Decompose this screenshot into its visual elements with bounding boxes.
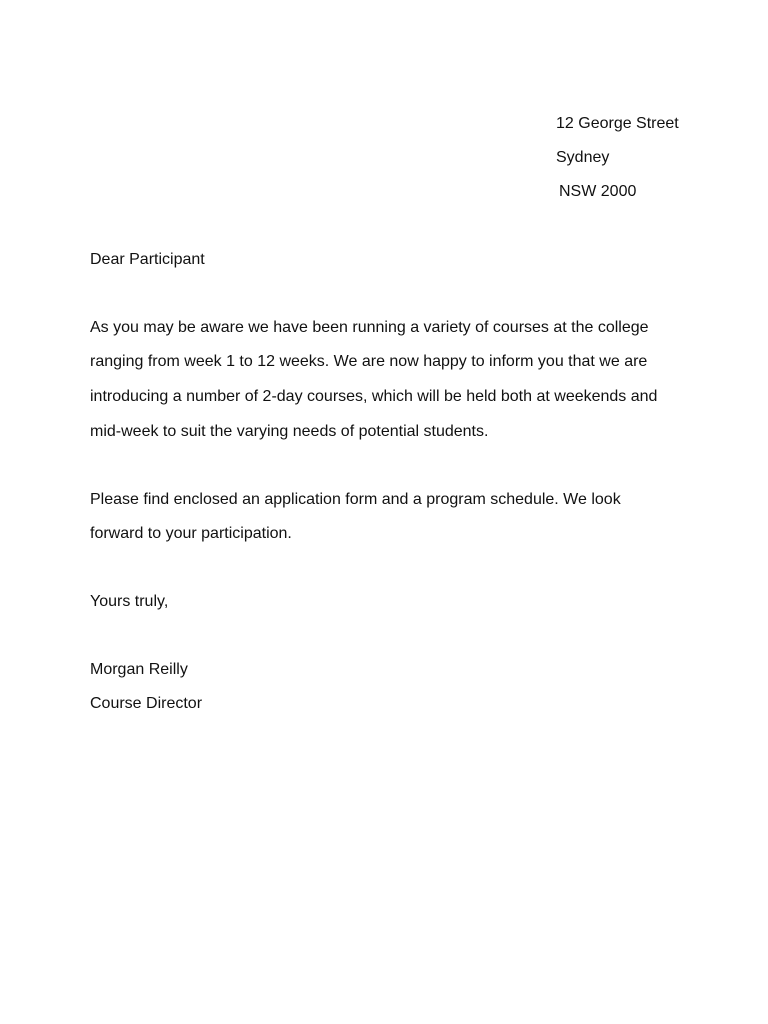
paragraph1-line: ranging from week 1 to 12 weeks. We are now happy to inform you that we are (90, 353, 648, 370)
paragraph1-line: mid-week to suit the varying needs of potential students. (90, 423, 489, 440)
paragraph1-line: introducing a number of 2-day courses, which will be held both at weekends and (90, 388, 658, 405)
address-postcode: NSW 2000 (559, 183, 637, 200)
closing: Yours truly, (90, 593, 169, 610)
address-street: 12 George Street (556, 115, 679, 132)
signature-title: Course Director (90, 695, 203, 712)
paragraph1-line: As you may be aware we have been running a variety of courses at the college (90, 319, 649, 336)
address-city: Sydney (556, 149, 610, 166)
paragraph2-line: forward to your participation. (90, 525, 292, 542)
signature-name: Morgan Reilly (90, 661, 188, 678)
paragraph2-line: Please find enclosed an application form and a program schedule. We look (90, 491, 621, 508)
salutation: Dear Participant (90, 251, 205, 268)
